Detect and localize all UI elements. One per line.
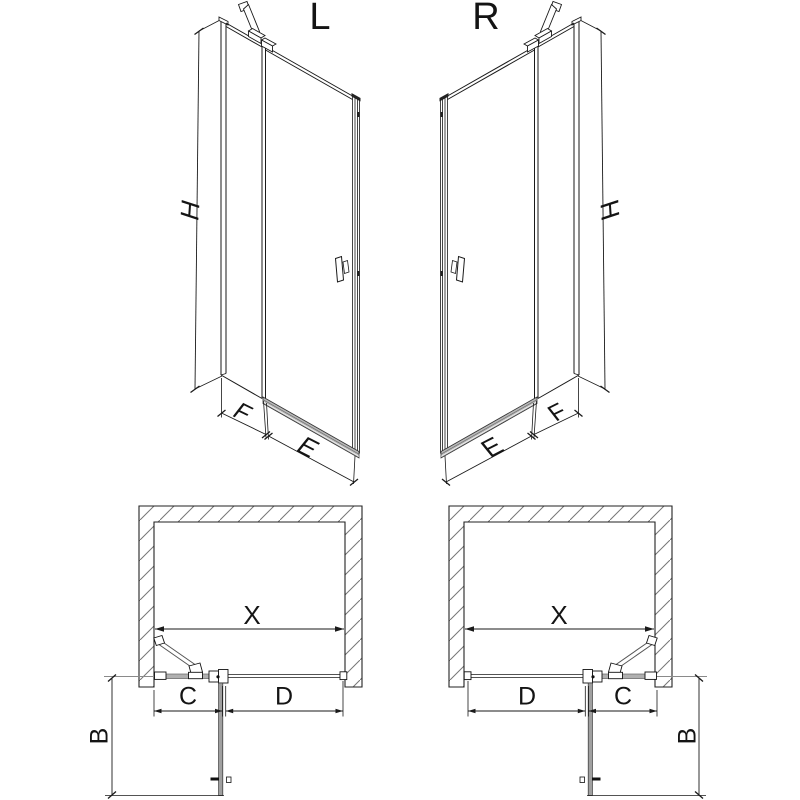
plan-wall-left <box>139 506 362 687</box>
view-3d-right <box>440 2 610 486</box>
dim-label-height-right: H <box>594 195 626 225</box>
dim-label-fixed-plan-left: C <box>178 682 198 711</box>
dim-label-fixed-plan-right: C <box>613 682 633 711</box>
dim-label-swing-right: B <box>673 727 702 745</box>
variant-label-left: L <box>309 0 331 38</box>
dim-label-door-right: E <box>474 431 510 463</box>
dim-label-door-left: E <box>290 431 326 463</box>
dim-label-height-left: H <box>174 195 206 225</box>
dim-label-fixed-left: F <box>227 398 258 427</box>
plan-wall-right <box>449 506 672 687</box>
dim-label-opening-right: X <box>550 600 568 630</box>
variant-label-right: R <box>472 0 500 38</box>
view-3d-left <box>191 2 361 486</box>
dim-label-fixed-right: F <box>542 398 573 427</box>
dim-label-swing-left: B <box>85 727 114 745</box>
dim-label-door-plan-right: D <box>517 682 537 711</box>
dim-label-door-plan-left: D <box>274 682 294 711</box>
dim-label-opening-left: X <box>243 600 261 630</box>
